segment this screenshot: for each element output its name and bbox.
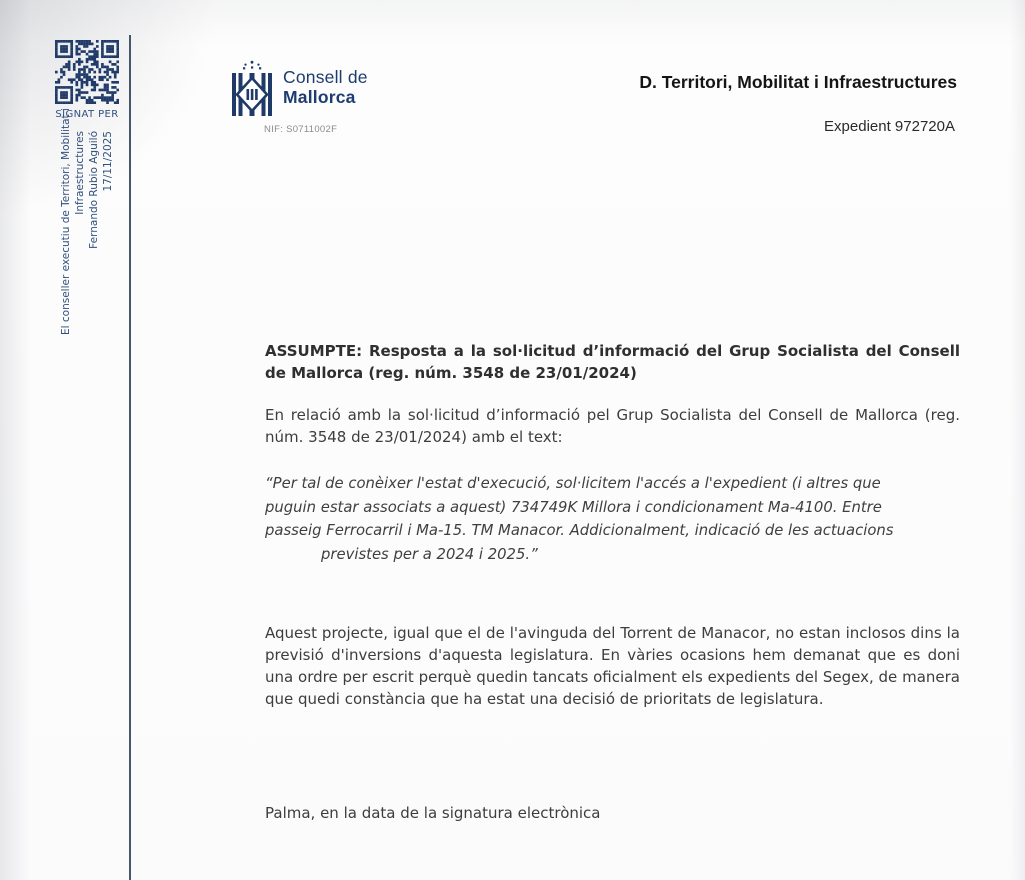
- signer-role-line: El conseller executiu de Territori, Mobilitat i: [60, 108, 72, 335]
- qr-code-icon: [55, 40, 119, 104]
- quote-line: puguin estar associats a aquest) 734749K Millora i condicionament Ma-4100. Entre: [265, 498, 882, 516]
- expedient-number: Expedient 972720A: [824, 118, 955, 135]
- coat-of-arms-icon: [230, 60, 274, 116]
- department-title: D. Territori, Mobilitat i Infraestructures: [639, 72, 957, 92]
- quote-line: “Per tal de conèixer l'estat d'execució, sol·licitem l'accés a l'expedient (i altres que: [265, 475, 881, 492]
- org-name-line1: Consell de: [283, 67, 368, 87]
- signature-date: 17/11/2025: [102, 131, 114, 192]
- org-logo: [230, 60, 368, 116]
- quote-line: previstes per a 2024 i 2025.”: [321, 545, 538, 563]
- quote-line: passeig Ferrocarril i Ma-15. TM Manacor. Addicionalment, indicació de les actuacions: [265, 522, 894, 539]
- quoted-request: [265, 472, 960, 566]
- left-margin-rule: [129, 35, 131, 880]
- signer-role-line2: Infraestructures: [74, 131, 86, 215]
- signer-name: Fernando Rubio Aguiló: [88, 131, 100, 249]
- answer-paragraph: Aquest projecte, igual que el de l'avinguda del Torrent de Manacor, no estan inclosos dins la previsió d'inversions d'aquesta legislatura. En vàries ocasions hem demanat que es doni una ordre per escrit perquè quedin tancats oficialment els expedients del Segex, de manera que quedi constància que ha estat una decisió de prioritats de legislatura.: [265, 624, 960, 708]
- letter-body: [265, 340, 960, 824]
- signed-by-label: SIGNAT PER: [55, 109, 119, 120]
- subject-line: ASSUMPTE: Resposta a la sol·licitud d’informació del Grup Socialista del Consell de Mallorca (reg. núm. 3548 de 23/01/2024): [265, 342, 960, 382]
- org-name-line2: Mallorca: [283, 87, 356, 107]
- intro-paragraph: En relació amb la sol·licitud d’informació pel Grup Socialista del Consell de Mallorca (reg. núm. 3548 de 23/01/2024) amb el text:: [265, 406, 960, 446]
- closing-line: Palma, en la data de la signatura electrònica: [265, 804, 601, 822]
- org-nif: NIF: S0711002F: [264, 124, 338, 135]
